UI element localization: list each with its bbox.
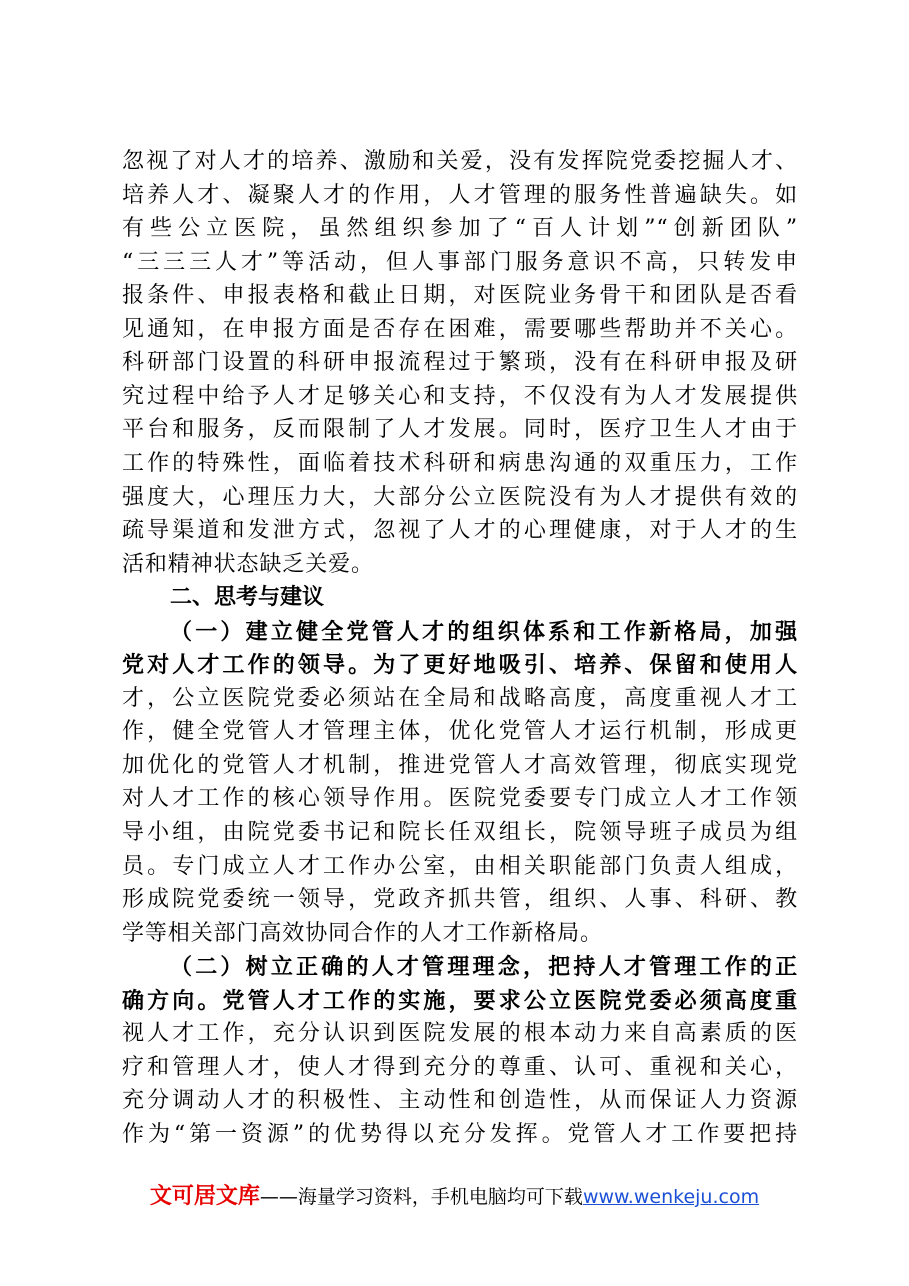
text-line: 作为“第一资源”的优势得以充分发挥。党管人才工作要把持: [122, 1122, 798, 1147]
brand-name: 文可居文库: [149, 1184, 260, 1209]
footer-link[interactable]: www.wenkeju.com: [582, 1186, 760, 1208]
text-line: [122, 986, 798, 1016]
text-line: 充分调动人才的积极性、主动性和创造性，从而保证人力资源: [122, 1088, 798, 1113]
text-line: 培养人才、凝聚人才的作用，人才管理的服务性普遍缺失。如: [122, 183, 798, 208]
text-line: 活和精神状态缺乏关爱。: [122, 552, 374, 577]
subsection-title-cont: 确方向。党管人才工作的实施，要求公立医院党委必须高度重: [122, 988, 798, 1014]
text-line: 对人才工作的核心领导作用。医院党委要专门成立人才工作领: [122, 786, 798, 811]
text-line: 疏导渠道和发泄方式，忽视了人才的心理健康，对于人才的生: [122, 518, 798, 543]
section-heading: 二、思考与建议: [170, 585, 325, 610]
text-line: 报条件、申报表格和截止日期，对医院业务骨干和团队是否看: [122, 283, 798, 308]
text-line: 作，健全党管人才管理主体，优化党管人才运行机制，形成更: [122, 719, 798, 744]
text-line: 见通知，在申报方面是否存在困难，需要哪些帮助并不关心。: [122, 317, 798, 342]
text-line: 员。专门成立人才工作办公室，由相关职能部门负责人组成，: [122, 854, 798, 879]
text-line: 学等相关部门高效协同合作的人才工作新格局。: [122, 921, 603, 946]
subsection-title: （二）树立正确的人才管理理念，把持人才管理工作的正: [170, 954, 798, 980]
text-line: 工作的特殊性，面临着技术科研和病患沟通的双重压力，工作: [122, 451, 798, 476]
text-line: 加优化的党管人才机制，推进党管人才高效管理，彻底实现党: [122, 753, 798, 778]
text-line: 忽视了对人才的培养、激励和关爱，没有发挥院党委挖掘人才、: [122, 149, 798, 174]
text-line: 科研部门设置的科研申报流程过于繁琐，没有在科研申报及研: [122, 350, 798, 375]
text-line: 形成院党委统一领导，党政齐抓共管，组织、人事、科研、教: [122, 887, 798, 912]
text-line: “三三三人才”等活动，但人事部门服务意识不高，只转发申: [122, 250, 798, 275]
text-line: 疗和管理人才，使人才得到充分的尊重、认可、重视和关心，: [122, 1055, 798, 1080]
text-line: [122, 650, 798, 680]
text-line: 导小组，由院党委书记和院长任双组长，院领导班子成员为组: [122, 820, 798, 845]
text-line: 才，公立医院党委必须站在全局和战略高度，高度重视人才工: [122, 686, 798, 711]
footer-banner: [0, 1182, 909, 1212]
subsection-title: （一）建立健全党管人才的组织体系和工作新格局，加强: [170, 619, 798, 645]
text-line: 平台和服务，反而限制了人才发展。同时，医疗卫生人才由于: [122, 417, 798, 442]
subsection-title-cont: 党对人才工作的领导。为了更好地吸引、培养、保留和使用人: [122, 652, 798, 678]
text-line: 视人才工作，充分认识到医院发展的根本动力来自高素质的医: [122, 1021, 798, 1046]
text-line: 有些公立医院，虽然组织参加了“百人计划”“创新团队”: [122, 216, 798, 241]
footer-tagline: ——海量学习资料，手机电脑均可下载: [259, 1186, 583, 1208]
text-line: 究过程中给予人才足够关心和支持，不仅没有为人才发展提供: [122, 384, 798, 409]
text-line: 强度大，心理压力大，大部分公立医院没有为人才提供有效的: [122, 485, 798, 510]
